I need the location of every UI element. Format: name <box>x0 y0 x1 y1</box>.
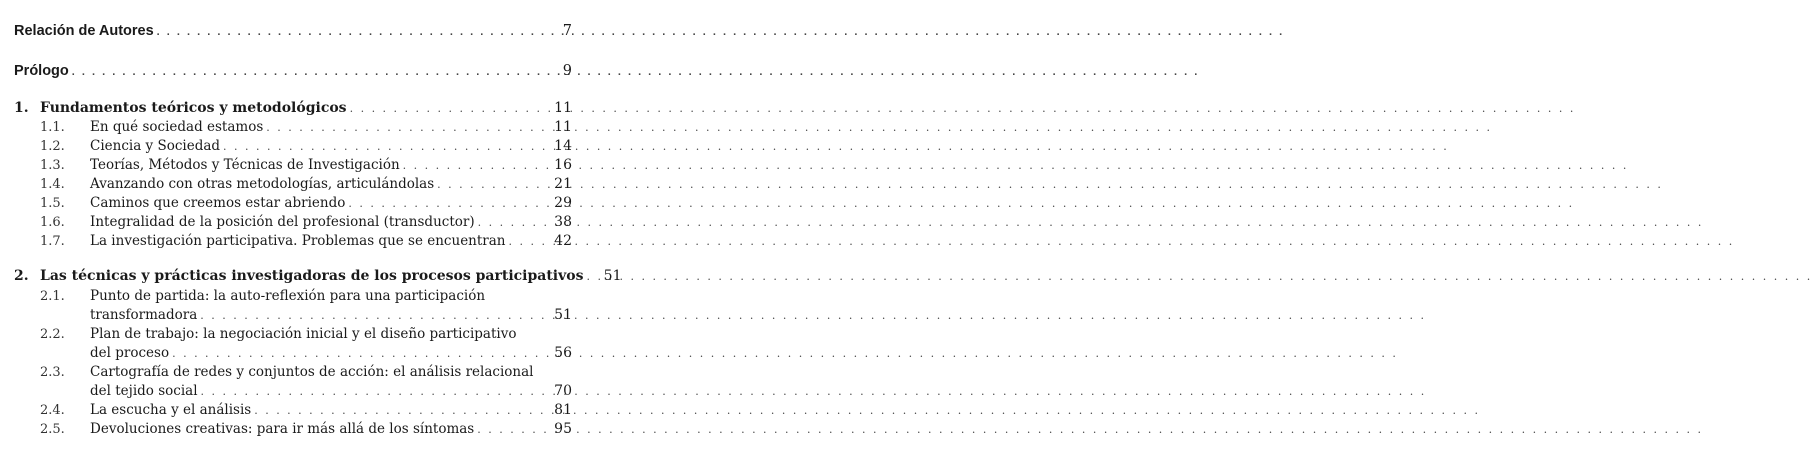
toc-page-number: 9 <box>562 63 572 79</box>
toc-section-1-2[interactable] <box>14 137 572 156</box>
leader-dots <box>586 268 596 286</box>
toc-page-number: 7 <box>562 23 572 39</box>
toc-section-2-5[interactable] <box>14 420 572 439</box>
leader-dots <box>478 214 547 232</box>
leader-dots <box>437 176 547 194</box>
section-title: Devoluciones creativas: para ir más allá de los síntomas <box>90 421 475 437</box>
section-number: 2.4. <box>40 403 65 418</box>
toc-section-2-1[interactable] <box>14 287 572 325</box>
table-of-contents <box>0 0 622 450</box>
section-number: 1.4. <box>40 177 65 192</box>
chapter-title: Fundamentos teóricos y metodológicos <box>40 100 347 116</box>
leader-dots <box>157 23 547 41</box>
chapter-title: Las técnicas y prácticas investigadoras de los procesos participativos <box>40 268 584 284</box>
section-number: 2.5. <box>40 422 65 437</box>
leader-dots <box>72 63 547 81</box>
section-title: Integralidad de la posición del profesional (transductor) <box>90 214 475 230</box>
toc-section-1-5[interactable] <box>14 194 572 213</box>
toc-entry-title: Prólogo <box>14 63 69 79</box>
toc-page-number: 81 <box>554 402 572 418</box>
toc-page-number: 14 <box>554 138 572 154</box>
toc-entry-authors[interactable] <box>14 22 572 41</box>
section-title: La escucha y el análisis <box>90 402 252 418</box>
leader-dots <box>254 402 547 420</box>
leader-dots <box>266 119 547 137</box>
section-title-line1: Punto de partida: la auto-reflexión para una participación <box>90 288 486 304</box>
section-title-line2: transformadora <box>90 307 198 323</box>
toc-section-2-3[interactable] <box>14 363 572 401</box>
toc-section-2-2[interactable] <box>14 325 572 363</box>
chapter-number: 1. <box>14 100 29 116</box>
toc-chapter-1[interactable] <box>14 99 572 118</box>
leader-dots <box>200 307 547 325</box>
toc-page-number: 56 <box>554 345 572 361</box>
leader-dots <box>477 421 547 439</box>
section-number: 1.6. <box>40 215 65 230</box>
section-title-line2: del tejido social <box>90 383 198 399</box>
section-title-line1: Cartografía de redes y conjuntos de acción: el análisis relacional <box>90 364 534 380</box>
toc-page-number: 38 <box>554 214 572 230</box>
toc-page-number: 21 <box>554 176 572 192</box>
toc-page-number: 11 <box>554 119 572 135</box>
section-title-line1: Plan de trabajo: la negociación inicial y el diseño participativo <box>90 326 517 342</box>
section-number: 1.7. <box>40 234 65 249</box>
leader-dots <box>172 345 547 363</box>
leader-dots <box>403 157 547 175</box>
toc-page-number: 51 <box>554 307 572 323</box>
section-title: En qué sociedad estamos <box>90 119 264 135</box>
section-number: 1.1. <box>40 120 65 135</box>
section-number: 2.1. <box>40 289 65 304</box>
toc-section-1-4[interactable] <box>14 175 572 194</box>
toc-page-number: 70 <box>554 383 572 399</box>
toc-chapter-2[interactable] <box>14 267 622 286</box>
section-number: 2.2. <box>40 327 65 342</box>
toc-section-2-4[interactable] <box>14 401 572 420</box>
section-number: 1.2. <box>40 139 65 154</box>
section-title: Ciencia y Sociedad <box>90 138 221 154</box>
chapter-number: 2. <box>14 268 29 284</box>
toc-section-1-1[interactable] <box>14 118 572 137</box>
leader-dots <box>350 100 547 118</box>
toc-page-number: 16 <box>554 157 572 173</box>
section-number: 1.3. <box>40 158 65 173</box>
leader-dots <box>348 195 547 213</box>
toc-page-number: 42 <box>554 233 572 249</box>
toc-section-1-3[interactable] <box>14 156 572 175</box>
toc-page-number: 29 <box>554 195 572 211</box>
toc-page-number: 95 <box>554 421 572 437</box>
section-number: 1.5. <box>40 196 65 211</box>
section-title: Teorías, Métodos y Técnicas de Investigación <box>90 157 400 173</box>
section-title: La investigación participativa. Problemas que se encuentran <box>90 233 506 249</box>
section-title-line2: del proceso <box>90 345 170 361</box>
section-number: 2.3. <box>40 365 65 380</box>
toc-section-1-6[interactable] <box>14 213 572 232</box>
toc-page-number: 11 <box>554 100 572 116</box>
toc-entry-title: Relación de Autores <box>14 23 154 39</box>
section-title: Avanzando con otras metodologías, articulándolas <box>90 176 435 192</box>
leader-dots <box>223 138 547 156</box>
leader-dots <box>201 383 547 401</box>
toc-section-1-7[interactable] <box>14 232 572 251</box>
section-title: Caminos que creemos estar abriendo <box>90 195 346 211</box>
toc-page-number: 51 <box>603 268 622 284</box>
toc-entry-prologue[interactable] <box>14 62 572 81</box>
leader-dots <box>509 233 548 251</box>
